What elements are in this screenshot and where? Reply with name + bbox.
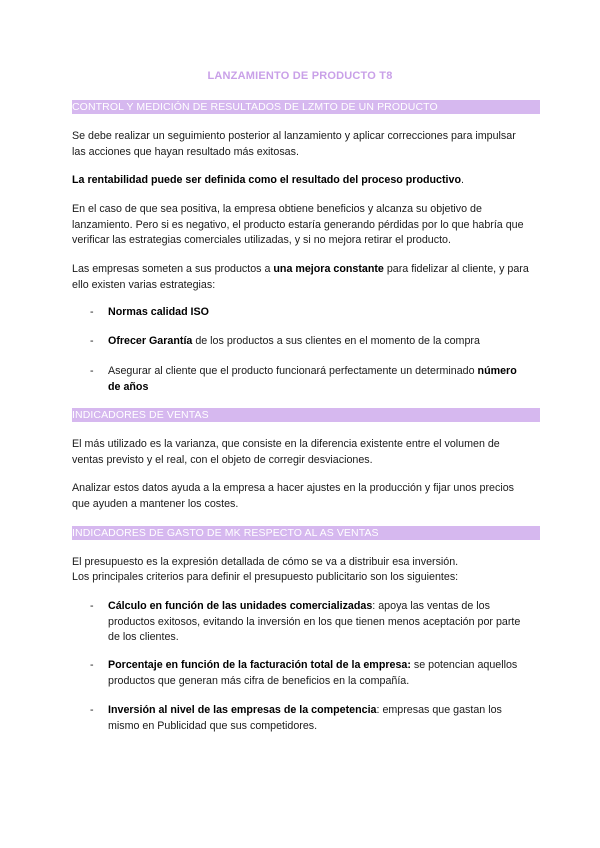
bullet-competencia-bold: Inversión al nivel de las empresas de la competencia	[108, 704, 377, 716]
bullet-garantia-bold: Ofrecer Garantía	[108, 335, 193, 347]
section-heading-gasto: INDICADORES DE GASTO DE MK RESPECTO AL AS VENTAS	[72, 526, 540, 540]
bullet-iso-bold: Normas calidad ISO	[108, 306, 209, 318]
paragraph-varianza: El más utilizado es la varianza, que consiste en la diferencia existente entre el volumen de ventas previsto y el real, con el objeto de corregir desviaciones.	[72, 438, 500, 466]
paragraph-mejora	[72, 262, 532, 293]
bullet-dash: -	[90, 659, 94, 671]
paragraph-presupuesto: El presupuesto es la expresión detallada de cómo se va a distribuir esa inversión.	[72, 556, 459, 568]
mejora-bold: una mejora constante	[273, 263, 384, 275]
bullet-dash: -	[90, 704, 94, 716]
section-heading-control: CONTROL Y MEDICIÓN DE RESULTADOS DE LZMTO DE UN PRODUCTO	[72, 100, 540, 114]
rentabilidad-end: .	[460, 174, 464, 186]
bullet-facturacion-text: se potencian aquellos productos que generan más cifra de beneficios en la compañía.	[108, 659, 518, 687]
mejora-text-a: Las empresas someten a sus productos a	[72, 263, 274, 275]
rentabilidad-bold: La rentabilidad puede ser definida como el resultado del proceso productivo	[72, 174, 461, 186]
bullet-competencia	[108, 703, 526, 734]
bullet-dash: -	[90, 600, 94, 612]
mejora-text-b: para fidelizar al cliente, y para ello existen varias estrategias:	[72, 263, 529, 291]
bullet-garantia-text: de los productos a sus clientes en el momento de la compra	[192, 335, 480, 347]
bullet-anos-bold: número de años	[108, 365, 517, 393]
bullet-dash: -	[90, 306, 94, 318]
paragraph-rentabilidad	[72, 173, 532, 189]
document-title: LANZAMIENTO DE PRODUCTO T8	[207, 70, 393, 82]
bullet-dash: -	[90, 335, 94, 347]
bullet-unidades-text: : apoya las ventas de los productos exitosos, evitando la inversión en los que tienen menos aceptación por parte de los clientes.	[108, 600, 521, 643]
bullet-dash: -	[90, 365, 94, 377]
section-heading-ventas: INDICADORES DE VENTAS	[72, 408, 540, 422]
bullet-garantia	[108, 334, 526, 350]
paragraph-seguimiento: Se debe realizar un seguimiento posterior al lanzamiento y aplicar correcciones para impulsar las acciones que hayan resultado más exitosas.	[72, 130, 516, 158]
bullet-anos-text: Asegurar al cliente que el producto funcionará perfectamente un determinado	[108, 365, 478, 377]
bullet-facturacion	[108, 658, 526, 689]
bullet-facturacion-bold: Porcentaje en función de la facturación total de la empresa:	[108, 659, 411, 671]
bullet-anos	[108, 364, 526, 395]
bullet-iso	[108, 305, 526, 321]
bullet-competencia-text: : empresas que gastan los mismo en Publicidad que sus competidores.	[108, 704, 502, 732]
bullet-unidades-bold: Cálculo en función de las unidades comercializadas	[108, 600, 373, 612]
bullet-unidades	[108, 599, 526, 646]
paragraph-analizar: Analizar estos datos ayuda a la empresa a hacer ajustes en la producción y fijar unos precios que ayuden a mantener los costes.	[72, 482, 514, 510]
paragraph-criterios: Los principales criterios para definir el presupuesto publicitario son los siguientes:	[72, 571, 459, 583]
paragraph-positiva: En el caso de que sea positiva, la empresa obtiene beneficios y alcanza su objetivo de lanzamiento. Pero si es negativo, el producto estaría generando pérdidas por lo que habría que verificar las estrategias comerciales utilizadas, y si no mejora retirar el producto.	[72, 203, 524, 246]
